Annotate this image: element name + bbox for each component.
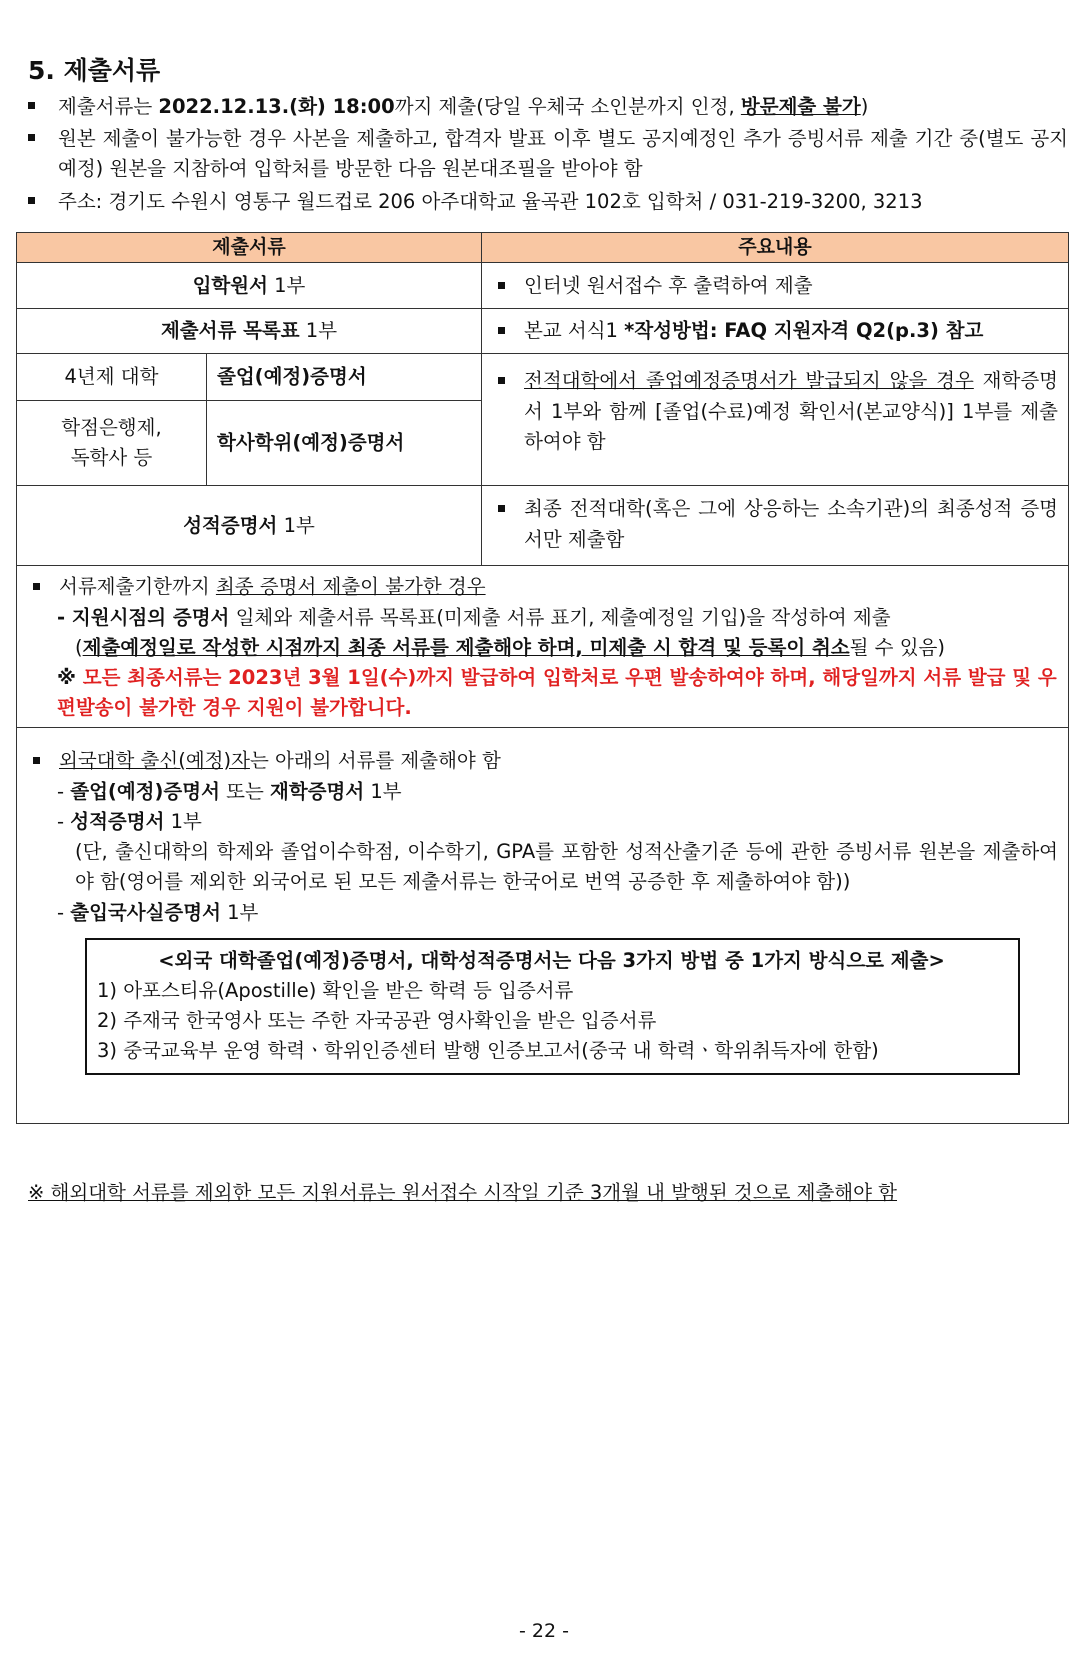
bullet-square-icon	[498, 377, 505, 384]
bullet-square-icon	[28, 134, 35, 141]
content-cell	[482, 354, 1069, 486]
doc-qty: 1부	[267, 273, 306, 297]
doc-qty: 1부	[164, 809, 202, 833]
section-title: 5. 제출서류	[28, 56, 161, 85]
page-number: - 22 -	[519, 1620, 569, 1642]
method-item: 1) 아포스티유(Apostille) 확인을 받은 학력 등 입증서류	[97, 978, 574, 1002]
paren-close: )	[860, 95, 869, 118]
doc-qty: 1부	[364, 779, 402, 803]
header-documents: 제출서류	[17, 233, 482, 263]
content-text: 재학증명서 1부와 함께 [졸업(수료)예정 확인서(본교양식)] 1부를 제출하여야 함	[524, 369, 1059, 453]
content-underlined: 전적대학에서 졸업예정증명서가 발급되지 않을 경우	[524, 369, 974, 393]
copy-original-text: 원본 제출이 불가능한 경우 사본을 제출하고, 합격자 발표 이후 별도 공지예정인 추가 증빙서류 제출 기간 중(별도 공지 예정) 원본을 지참하여 입학처를 방문한 다음 원본대조필을 받아야 함	[58, 127, 1068, 181]
deadline-date: 2022.12.13.(화) 18:00	[158, 95, 395, 118]
note-bold: 지원시점의 증명서	[71, 605, 230, 629]
doc-qty: 1부	[299, 319, 338, 343]
deadline-note: 까지 제출(당일 우체국 소인분까지 인정,	[394, 95, 741, 118]
note-text: 일체와 제출서류 목록표(미제출 서류 표기, 제출예정일 기입)을 작성하여 제출	[229, 605, 891, 629]
label-line: 학점은행제,	[61, 416, 162, 440]
header-content: 주요내용	[482, 233, 1069, 263]
no-visit-note: 방문제출 불가	[740, 95, 861, 118]
content-text: 본교 서식1	[524, 319, 625, 343]
doc-name: 제출서류 목록표	[160, 319, 300, 343]
content-text: 인터넷 원서접수 후 출력하여 제출	[524, 273, 813, 297]
doc-graduation-cert: 졸업(예정)증명서	[207, 354, 482, 401]
paren-open: (	[75, 635, 83, 659]
dash: -	[57, 605, 72, 629]
univ-type-credit-bank	[17, 401, 207, 486]
bullet-square-icon	[28, 102, 35, 109]
bullet-square-icon	[498, 505, 505, 512]
doc-name: 졸업(예정)증명서	[70, 779, 220, 803]
foreign-condition-text: (단, 출신대학의 학제와 졸업이수학점, 이수학기, GPA를 포함한 성적산출기준 등에 관한 증빙서류 원본을 제출하여야 함(영어를 제외한 외국어로 된 모든 제출서류는 한국어로 번역 공증한 후 제출하여야 함))	[75, 840, 1059, 894]
foreign-text: 또는	[219, 779, 271, 803]
doc-name: 재학증명서	[270, 779, 365, 803]
dash: -	[57, 900, 71, 924]
doc-name: 성적증명서	[183, 513, 278, 537]
bullet-address	[28, 187, 1068, 217]
note-bold-underlined: 제출예정일로 작성한 시점까지 최종 서류를 제출해야 하며, 미제출 시 합격 및 등록이 취소	[82, 635, 850, 659]
bullet-square-icon	[498, 282, 505, 289]
table-row	[17, 309, 1069, 354]
content-cell	[482, 309, 1069, 354]
doc-degree-cert: 학사학위(예정)증명서	[207, 401, 482, 486]
foreign-underlined: 외국대학 출신(예정)자	[59, 749, 250, 773]
bullet-deadline	[28, 92, 1068, 122]
doc-qty: 1부	[220, 900, 259, 924]
table-row	[17, 566, 1069, 728]
doc-application	[17, 263, 482, 309]
doc-name: 성적증명서	[70, 809, 165, 833]
table-row	[17, 263, 1069, 309]
label-line: 독학사 등	[70, 446, 153, 470]
box-title: <외국 대학졸업(예정)증명서, 대학성적증명서는 다음 3가지 방법 중 1가지 방식으로 제출>	[158, 948, 945, 972]
dash: -	[57, 809, 71, 833]
doc-checklist	[17, 309, 482, 354]
doc-transcript	[17, 486, 482, 566]
univ-type-4year: 4년제 대학	[17, 354, 207, 401]
submission-methods-box	[85, 938, 1020, 1075]
foreign-text: 는 아래의 서류를 제출해야 함	[249, 749, 501, 773]
bullet-square-icon	[33, 583, 40, 590]
bullet-square-icon	[33, 757, 40, 764]
final-doc-note	[17, 566, 1069, 728]
deadline-text: 제출서류는	[58, 95, 159, 118]
note-text: 될 수 있음)	[849, 635, 945, 659]
foreign-univ-section	[17, 728, 1069, 1124]
documents-table	[16, 232, 1069, 1124]
method-item: 3) 중국교육부 운영 학력ㆍ학위인증센터 발행 인증보고서(중국 내 학력ㆍ학위취득자에 한함)	[97, 1039, 879, 1063]
note-text: 서류제출기한까지	[59, 575, 216, 599]
footnote: ※ 해외대학 서류를 제외한 모든 지원서류는 원서접수 시작일 기준 3개월 내 발행된 것으로 제출해야 함	[28, 1181, 898, 1204]
content-cell	[482, 486, 1069, 566]
address-text: 주소: 경기도 수원시 영통구 월드컵로 206 아주대학교 율곡관 102호 입학처 / 031-219-3200, 3213	[58, 190, 923, 213]
table-row	[17, 728, 1069, 1124]
bullet-square-icon	[498, 327, 505, 334]
content-text: 최종 전적대학(혹은 그에 상응하는 소속기관)의 최종성적 증명서만 제출함	[524, 497, 1059, 551]
bullet-copy-original	[28, 124, 1068, 184]
bullet-square-icon	[28, 197, 35, 204]
table-row	[17, 486, 1069, 566]
method-item: 2) 주재국 한국영사 또는 주한 자국공관 영사확인을 받은 입증서류	[97, 1009, 657, 1033]
doc-name: 출입국사실증명서	[70, 900, 221, 924]
warning-text: 모든 최종서류는 2023년 3월 1일(수)까지 발급하여 입학처로 우편 발송하여야 하며, 해당일까지 서류 발급 및 우편발송이 불가한 경우 지원이 불가합니다.	[57, 666, 1057, 720]
content-bold: *작성방법: FAQ 지원자격 Q2(p.3) 참고	[624, 319, 984, 343]
content-cell	[482, 263, 1069, 309]
dash: -	[57, 779, 71, 803]
doc-qty: 1부	[277, 513, 315, 537]
reference-mark: ※	[57, 666, 83, 690]
note-underlined: 최종 증명서 제출이 불가한 경우	[215, 575, 486, 599]
table-row	[17, 354, 1069, 401]
doc-name: 입학원서	[192, 273, 268, 297]
